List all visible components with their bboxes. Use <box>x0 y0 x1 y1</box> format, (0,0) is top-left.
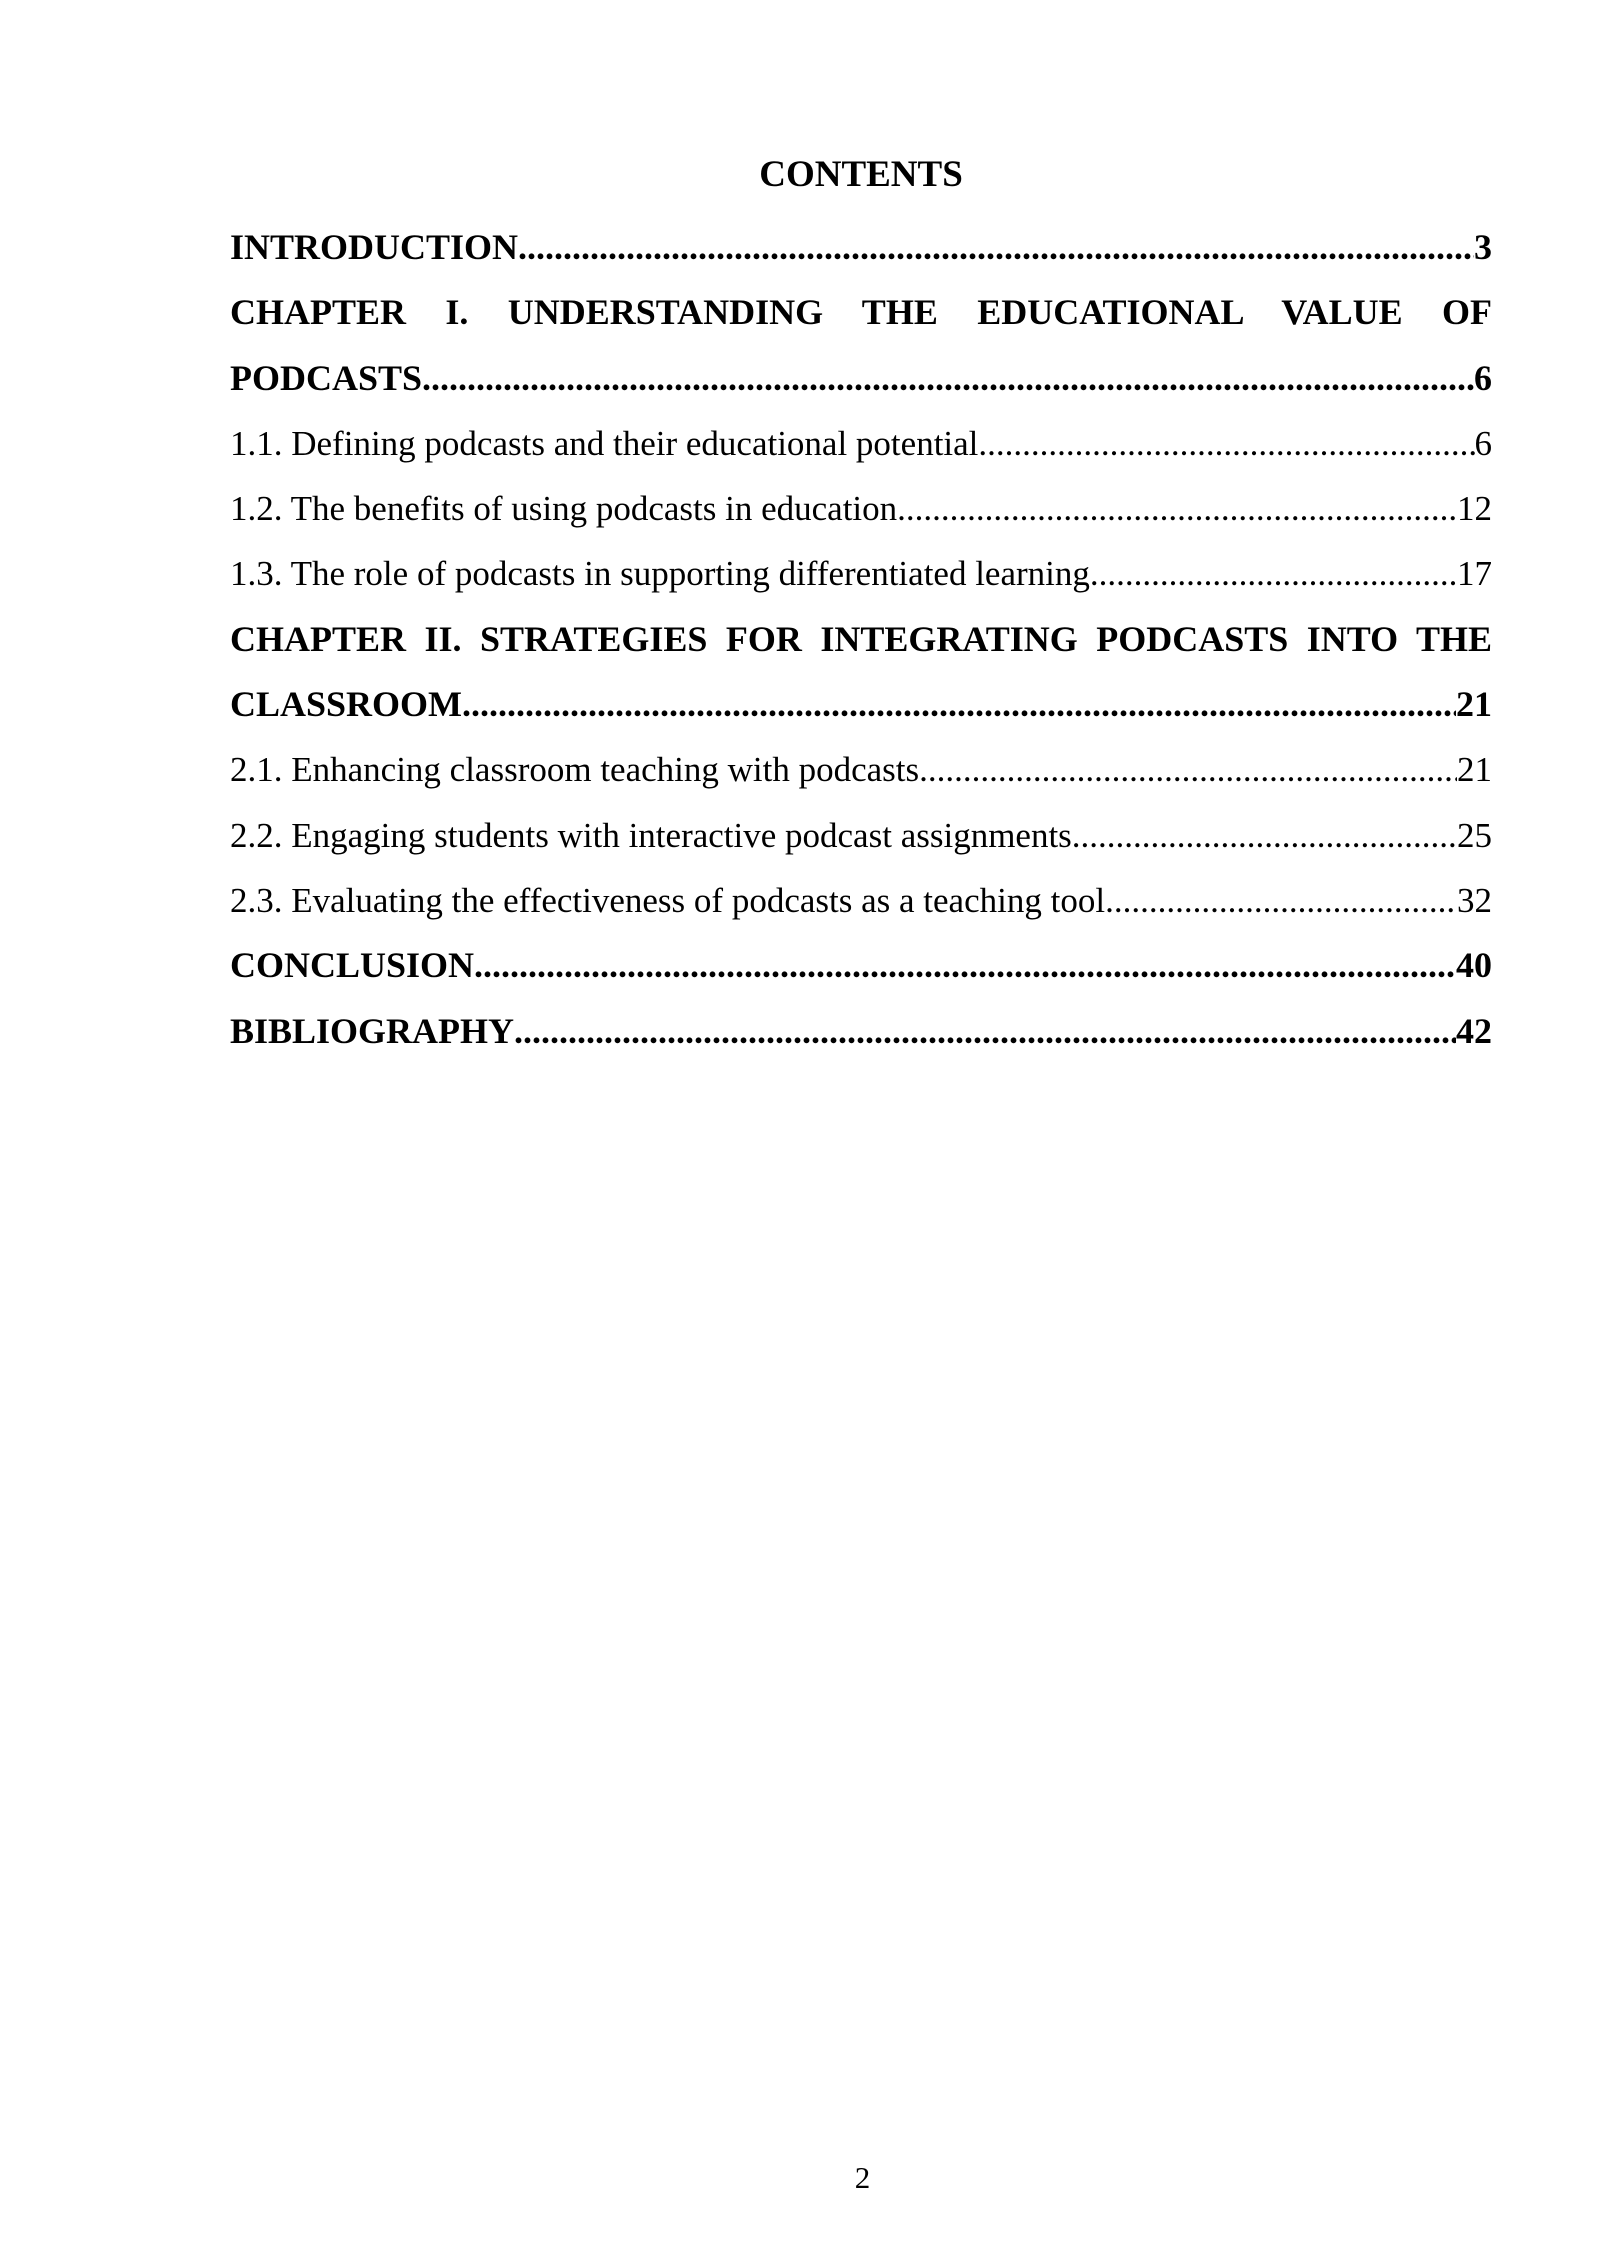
toc-entry-page: 3 <box>1474 227 1492 267</box>
toc-entry-page: 40 <box>1456 945 1492 986</box>
toc-entry-label: 1.2. The benefits of using podcasts in education <box>230 489 898 529</box>
toc-leader-dots <box>978 411 1474 476</box>
toc-entry-section-2-3[interactable] <box>230 868 1492 933</box>
toc-entry-section-2-2[interactable] <box>230 803 1492 868</box>
page-number: 2 <box>854 2160 871 2195</box>
toc-entry-introduction[interactable] <box>230 215 1492 280</box>
toc-entry-page: 12 <box>1457 489 1492 529</box>
toc-entry-page: 32 <box>1457 880 1492 920</box>
toc-entry-bibliography[interactable] <box>230 999 1492 1064</box>
toc-entry-chapter-2[interactable] <box>230 672 1492 737</box>
toc-leader-dots <box>897 476 1457 541</box>
toc-entry-section-1-1[interactable] <box>230 411 1492 476</box>
toc-leader-dots <box>518 215 1474 280</box>
toc-entry-chapter-2-title[interactable] <box>230 607 1492 672</box>
toc-entry-label: 2.2. Engaging students with interactive podcast assignments <box>230 815 1072 855</box>
toc-entry-page: 21 <box>1457 750 1492 790</box>
contents-heading-wrap <box>230 150 1492 200</box>
toc-leader-dots <box>1072 803 1457 868</box>
toc-entry-page: 21 <box>1456 684 1492 725</box>
toc-leader-dots <box>919 737 1457 802</box>
toc-entry-label: 2.1. Enhancing classroom teaching with podcasts <box>230 750 920 790</box>
toc-entry-label: CHAPTER II. STRATEGIES FOR INTEGRATING PODCASTS INTO THE <box>230 618 1492 659</box>
toc-entry-label: PODCASTS <box>230 357 423 398</box>
toc-leader-dots <box>514 999 1456 1064</box>
toc-entry-label: BIBLIOGRAPHY <box>230 1010 515 1051</box>
toc-entry-label: CONCLUSION <box>230 945 475 986</box>
toc-entry-page: 6 <box>1474 357 1492 398</box>
toc-entry-label: 1.1. Defining podcasts and their educational potential <box>230 423 979 463</box>
toc-entry-label: INTRODUCTION <box>230 227 519 267</box>
toc-entry-label: CLASSROOM <box>230 684 463 725</box>
toc-leader-dots <box>474 933 1456 998</box>
table-of-contents <box>230 215 1492 1064</box>
toc-leader-dots <box>1090 541 1457 606</box>
toc-entry-label: CHAPTER I. UNDERSTANDING THE EDUCATIONAL VALUE OF <box>230 292 1492 333</box>
toc-leader-dots <box>462 672 1456 737</box>
toc-entry-page: 6 <box>1474 423 1492 463</box>
toc-entry-label: 2.3. Evaluating the effectiveness of podcasts as a teaching tool <box>230 880 1106 920</box>
toc-entry-section-2-1[interactable] <box>230 737 1492 802</box>
toc-leader-dots <box>1105 868 1457 933</box>
toc-entry-chapter-1-title[interactable] <box>230 280 1492 345</box>
toc-entry-chapter-1[interactable] <box>230 346 1492 411</box>
contents-heading: CONTENTS <box>759 154 963 195</box>
toc-entry-section-1-2[interactable] <box>230 476 1492 541</box>
toc-entry-label: 1.3. The role of podcasts in supporting differentiated learning <box>230 554 1090 594</box>
toc-entry-section-1-3[interactable] <box>230 541 1492 606</box>
toc-entry-conclusion[interactable] <box>230 933 1492 998</box>
toc-leader-dots <box>422 346 1474 411</box>
toc-entry-page: 17 <box>1457 554 1492 594</box>
toc-entry-page: 42 <box>1456 1010 1492 1051</box>
toc-entry-page: 25 <box>1457 815 1492 855</box>
